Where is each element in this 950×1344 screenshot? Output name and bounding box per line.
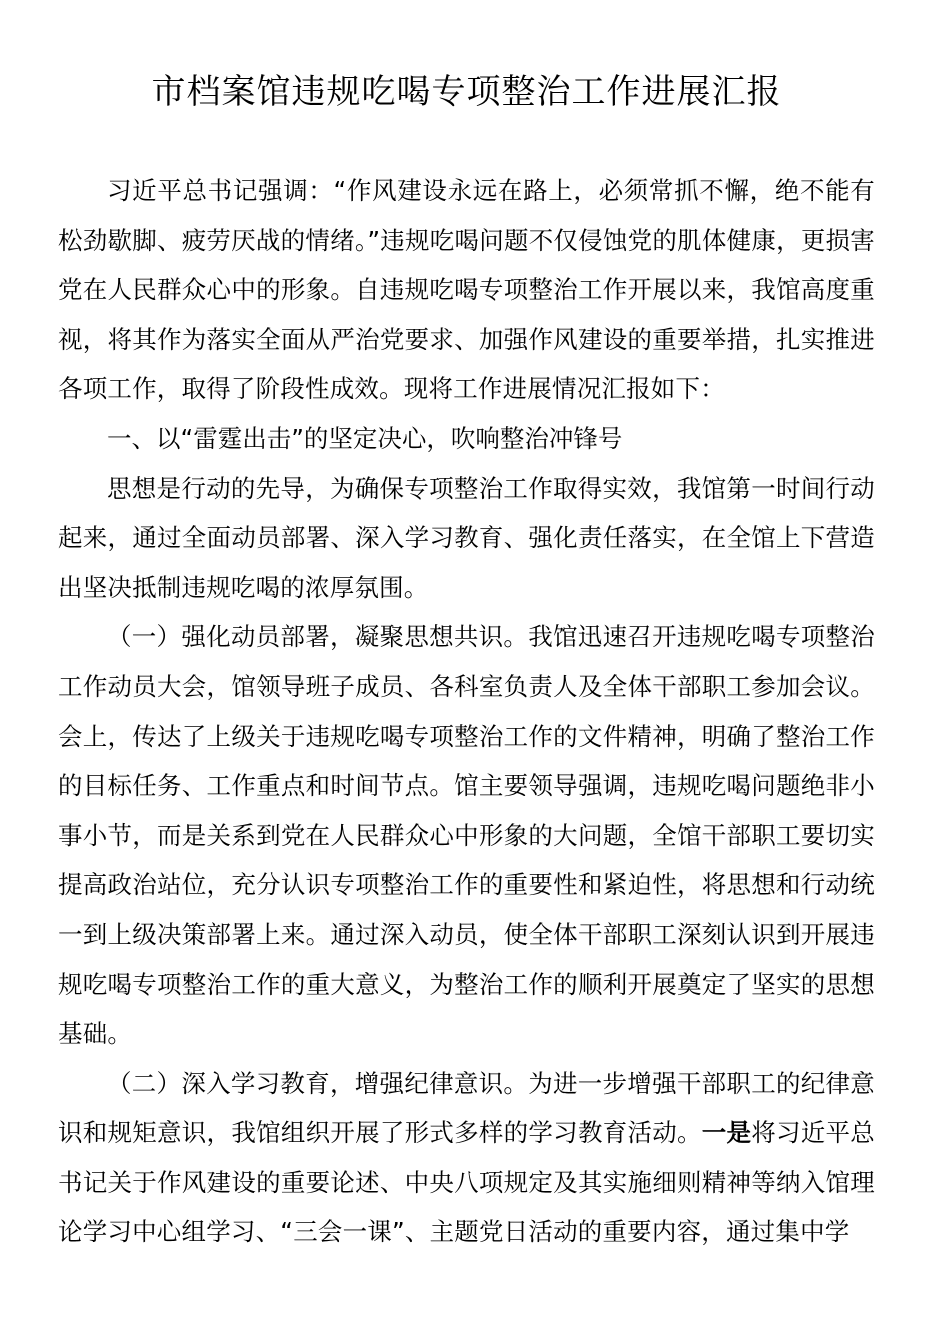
subsection-2-lead: （二）深入学习教育，增强纪律意识。为进一步增强干部职工的纪律意识和规矩意识，我馆组织开展了形式多样的学习教育活动。 <box>58 1068 875 1148</box>
intro-paragraph: 习近平总书记强调：“作风建设永远在路上，必须常抓不懈，绝不能有松劲歇脚、疲劳厌战的情绪。”违规吃喝问题不仅侵蚀党的肌体健康，更损害党在人民群众心中的形象。自违规吃喝专项整治工作开展以来，我馆高度重视，将其作为落实全面从严治党要求、加强作风建设的重要举措，扎实推进各项工作，取得了阶段性成效。现将工作进展情况汇报如下： <box>58 176 875 404</box>
document-title: 市档案馆违规吃喝专项整治工作进展汇报 <box>151 72 782 112</box>
subsection-2-rest: 将习近平总书记关于作风建设的重要论述、中央八项规定及其实施细则精神等纳入馆理论学习中心组学习、“三会一课”、主题党日活动的重要内容，通过集中学 <box>58 1118 876 1247</box>
section-1-heading: 一、以“雷霆出击”的坚定决心，吹响整治冲锋号 <box>107 423 623 453</box>
document-body <box>58 166 875 1257</box>
subsection-2-bold-marker: 一是 <box>701 1118 752 1148</box>
subsection-2-paragraph <box>58 1059 875 1257</box>
section-1-paragraph: 思想是行动的先导，为确保专项整治工作取得实效，我馆第一时间行动起来，通过全面动员部署、深入学习教育、强化责任落实，在全馆上下营造出坚决抵制违规吃喝的浓厚氛围。 <box>58 473 875 602</box>
subsection-1-paragraph: （一）强化动员部署，凝聚思想共识。我馆迅速召开违规吃喝专项整治工作动员大会，馆领导班子成员、各科室负责人及全体干部职工参加会议。会上，传达了上级关于违规吃喝专项整治工作的文件精神，明确了整治工作的目标任务、工作重点和时间节点。馆主要领导强调，违规吃喝问题绝非小事小节，而是关系到党在人民群众心中形象的大问题，全馆干部职工要切实提高政治站位，充分认识专项整治工作的重要性和紧迫性，将思想和行动统一到上级决策部署上来。通过深入动员，使全体干部职工深刻认识到开展违规吃喝专项整治工作的重大意义，为整治工作的顺利开展奠定了坚实的思想基础。 <box>58 622 875 1049</box>
